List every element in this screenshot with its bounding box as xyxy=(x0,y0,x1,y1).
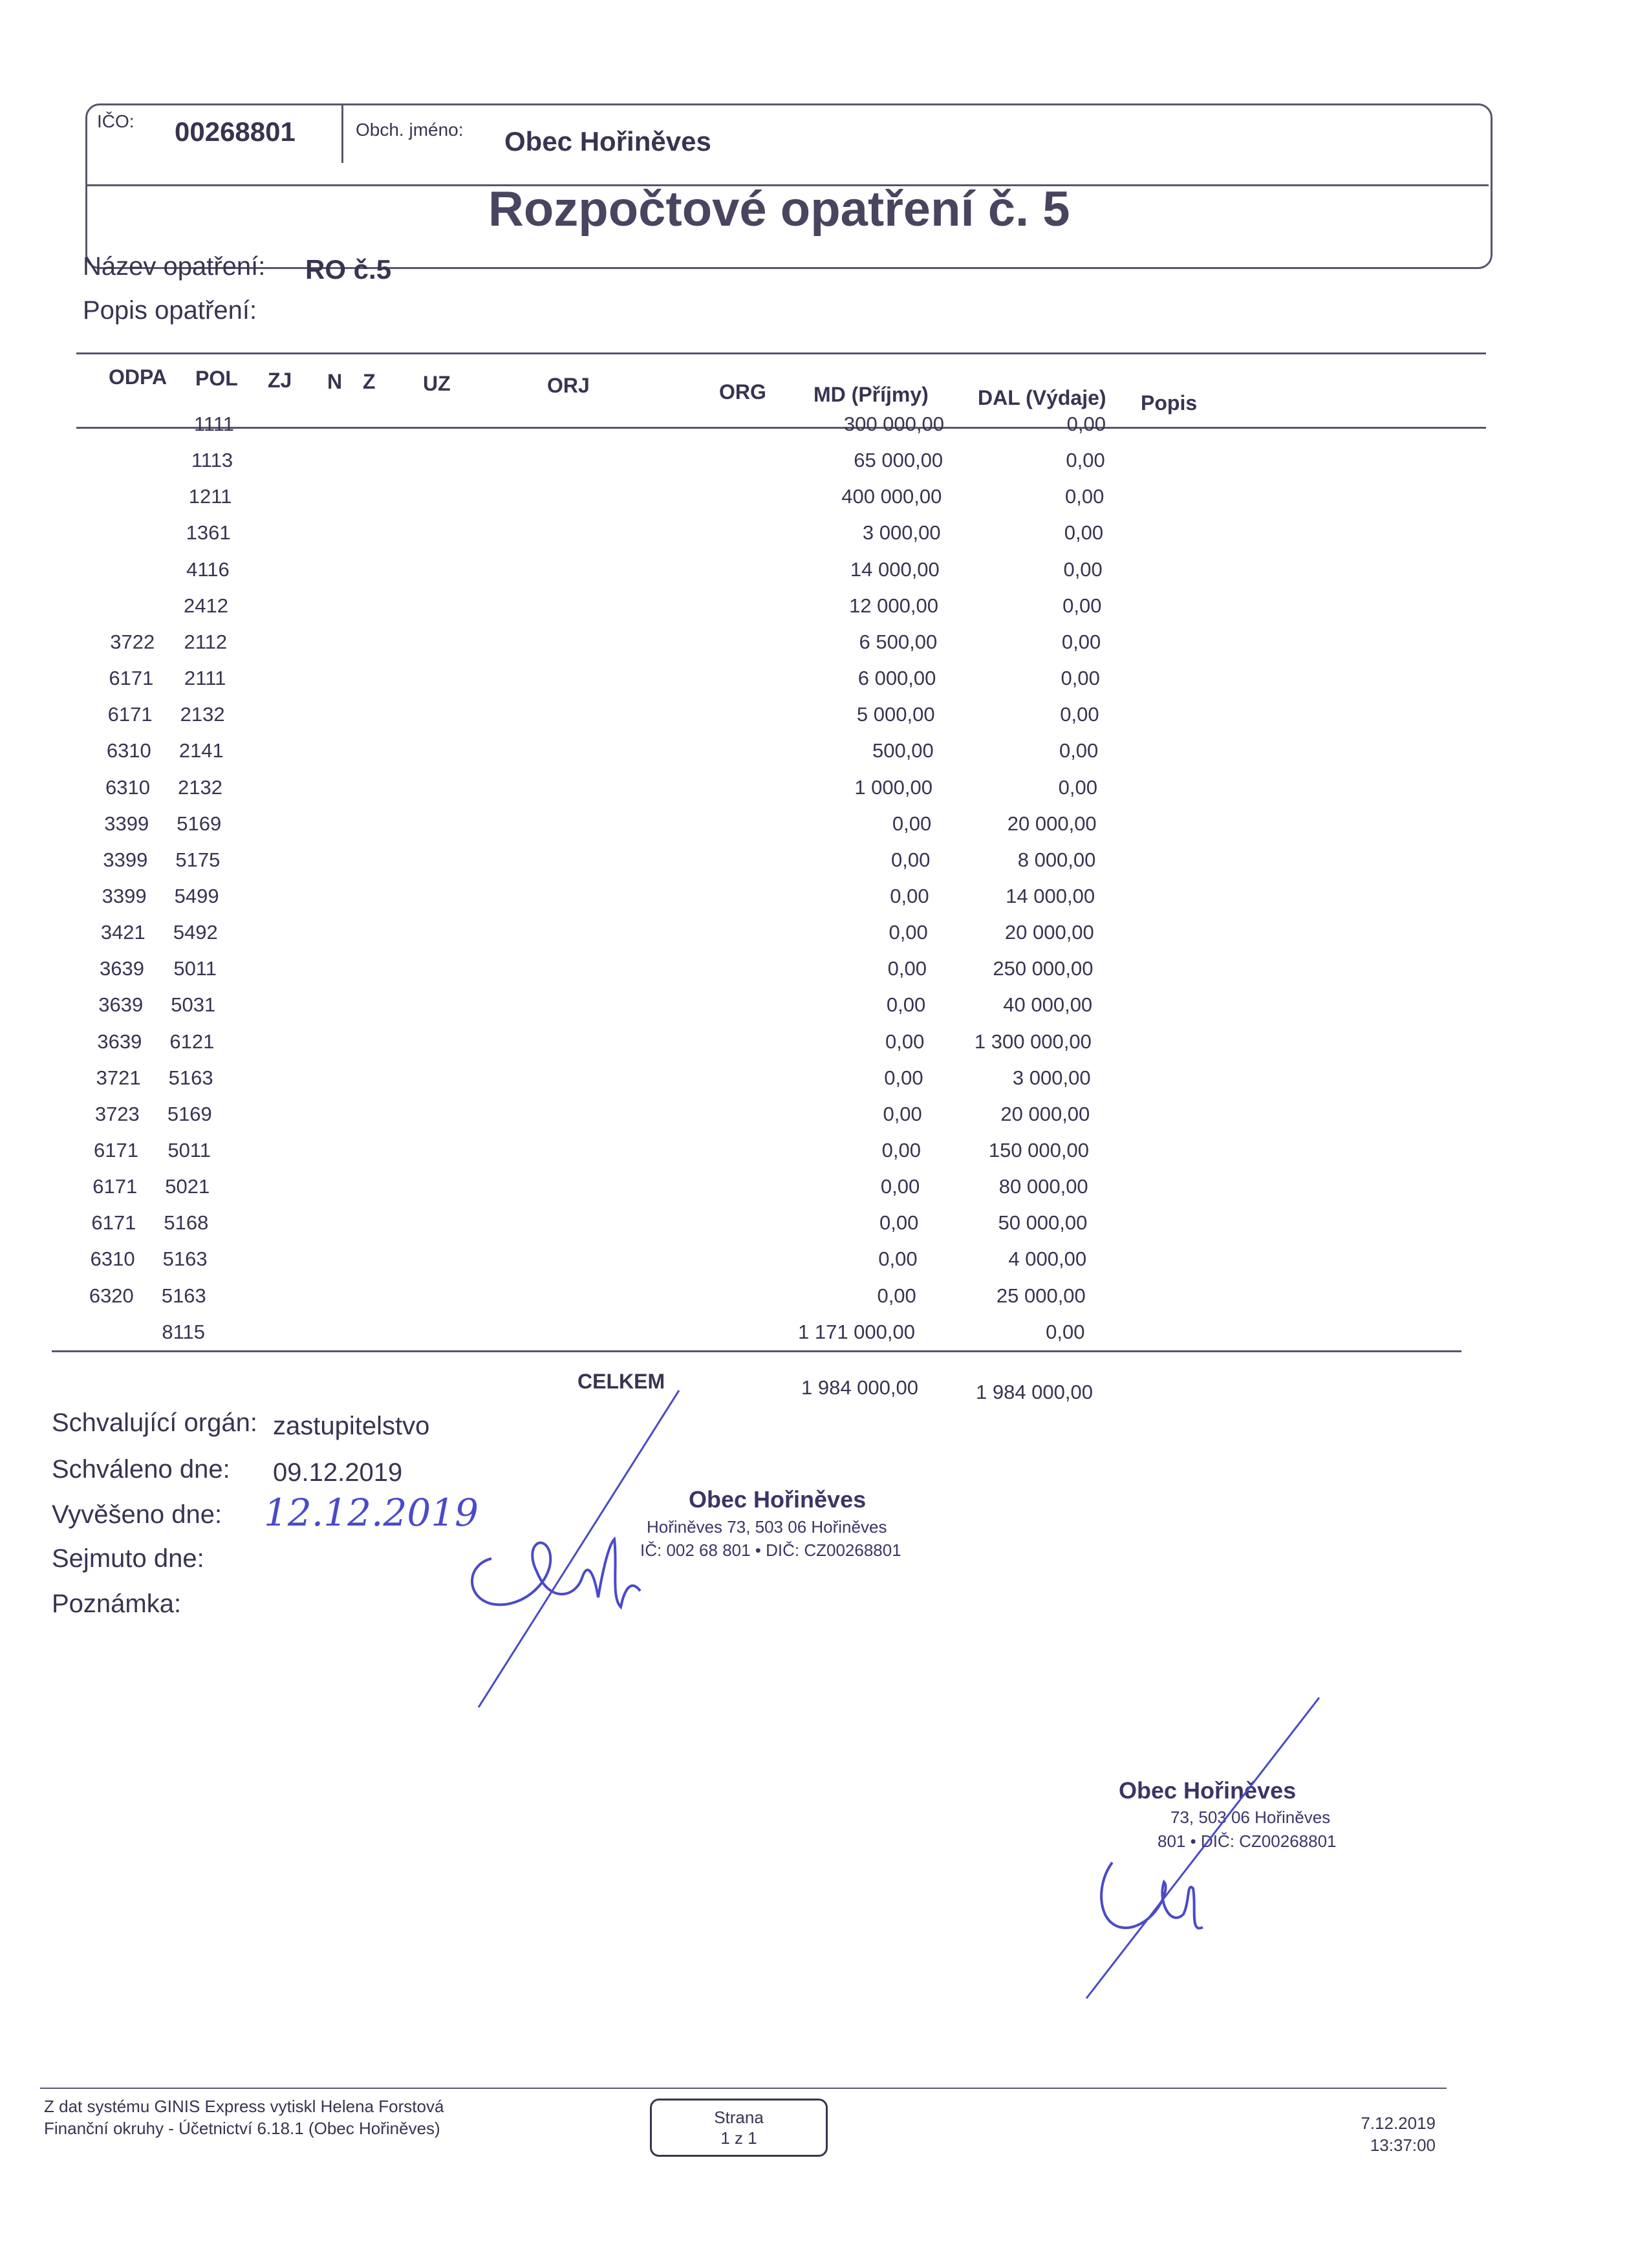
col-odpa: ODPA xyxy=(109,365,167,389)
row-md: 6 500,00 xyxy=(859,630,938,653)
row-md: 0,00 xyxy=(891,848,931,871)
row-dal: 20 000,00 xyxy=(1000,1102,1090,1125)
row-md: 300 000,00 xyxy=(843,413,944,435)
footer-date: 7.12.2019 xyxy=(1361,2113,1436,2133)
row-dal: 0,00 xyxy=(1066,413,1106,435)
page-number-box xyxy=(650,2099,828,2157)
row-md: 0,00 xyxy=(883,1102,922,1125)
row-odpa: 3639 xyxy=(97,1030,142,1053)
row-pol: 1111 xyxy=(193,413,234,435)
row-md: 0,00 xyxy=(881,1139,921,1161)
row-md: 3 000,00 xyxy=(862,521,941,545)
row-md: 400 000,00 xyxy=(841,485,942,508)
row-pol: 2111 xyxy=(184,667,226,690)
row-dal: 0,00 xyxy=(1061,667,1100,690)
row-odpa: 6310 xyxy=(90,1247,135,1271)
row-odpa: 3399 xyxy=(103,848,148,871)
note-label: Poznámka: xyxy=(52,1590,182,1618)
row-md: 0,00 xyxy=(892,812,932,835)
row-pol: 5163 xyxy=(162,1247,208,1271)
row-dal: 150 000,00 xyxy=(988,1139,1089,1161)
name-label: Obch. jméno: xyxy=(356,120,464,140)
row-pol: 5175 xyxy=(175,848,221,871)
row-dal: 25 000,00 xyxy=(996,1284,1086,1307)
header-column-divider xyxy=(341,103,343,163)
col-zj: ZJ xyxy=(268,369,292,392)
footer-line1: Z dat systému GINIS Express vytiskl Helena Forstová xyxy=(44,2097,444,2116)
row-odpa: 6171 xyxy=(92,1175,138,1198)
row-dal: 0,00 xyxy=(1063,557,1103,581)
table-bottom-rule xyxy=(52,1350,1461,1352)
row-odpa: 6320 xyxy=(89,1284,134,1307)
page-label: Strana xyxy=(714,2108,764,2127)
row-md: 12 000,00 xyxy=(849,594,938,617)
row-md: 0,00 xyxy=(889,921,928,944)
approved-value: 09.12.2019 xyxy=(273,1458,403,1487)
page-value: 1 z 1 xyxy=(720,2128,757,2148)
col-org: ORG xyxy=(719,380,766,404)
row-dal: 1 300 000,00 xyxy=(974,1030,1092,1053)
row-pol: 4116 xyxy=(186,557,230,581)
page-title: Rozpočtové opatření č. 5 xyxy=(488,182,1070,237)
row-odpa: 3722 xyxy=(110,630,155,653)
row-odpa: 3639 xyxy=(98,993,144,1017)
row-dal: 40 000,00 xyxy=(1003,993,1093,1017)
row-odpa: 3723 xyxy=(94,1102,140,1125)
nazev-value: RO č.5 xyxy=(305,254,392,285)
row-odpa: 3399 xyxy=(104,812,149,835)
footer-line2: Finanční okruhy - Účetnictví 6.18.1 (Obec Hořiněves) xyxy=(44,2119,440,2138)
row-pol: 1361 xyxy=(186,521,231,545)
row-pol: 5499 xyxy=(174,884,219,907)
col-z: Z xyxy=(363,370,376,393)
row-pol: 2412 xyxy=(184,594,228,617)
row-md: 0,00 xyxy=(886,993,926,1017)
signature-1 xyxy=(453,1384,711,1720)
row-md: 0,00 xyxy=(884,1066,923,1089)
total-dal: 1 984 000,00 xyxy=(975,1381,1093,1403)
row-dal: 8 000,00 xyxy=(1017,848,1096,871)
row-odpa: 6310 xyxy=(106,739,151,762)
row-pol: 5169 xyxy=(167,1102,212,1125)
row-pol: 5492 xyxy=(173,921,218,944)
row-dal: 80 000,00 xyxy=(998,1175,1088,1198)
stamp1-address: Hořiněves 73, 503 06 Hořiněves xyxy=(647,1517,887,1537)
table-top-rule xyxy=(76,352,1486,354)
row-dal: 0,00 xyxy=(1060,703,1099,726)
organ-label: Schvalující orgán: xyxy=(52,1409,257,1437)
row-pol: 1211 xyxy=(188,485,232,508)
row-md: 0,00 xyxy=(877,1284,916,1307)
row-dal: 0,00 xyxy=(1059,739,1099,762)
row-pol: 5169 xyxy=(177,812,222,835)
row-odpa: 6171 xyxy=(107,703,153,726)
approved-label: Schváleno dne: xyxy=(52,1455,230,1484)
row-pol: 6121 xyxy=(169,1030,215,1053)
row-dal: 0,00 xyxy=(1061,630,1101,653)
col-dal: DAL (Výdaje) xyxy=(978,386,1106,409)
nazev-label: Název opatření: xyxy=(83,252,266,281)
col-md: MD (Příjmy) xyxy=(814,383,929,406)
row-pol: 2132 xyxy=(180,703,225,726)
row-dal: 0,00 xyxy=(1058,775,1097,799)
row-odpa: 3639 xyxy=(100,957,144,980)
stamp2-address: 73, 503 06 Hořiněves xyxy=(1170,1808,1331,1827)
row-pol: 2112 xyxy=(184,630,228,653)
row-md: 0,00 xyxy=(878,1247,918,1271)
row-odpa: 6171 xyxy=(94,1139,138,1161)
row-pol: 5011 xyxy=(167,1139,211,1161)
row-md: 0,00 xyxy=(879,1211,919,1235)
row-md: 0,00 xyxy=(890,884,929,907)
posted-value-handwritten: 12.12.2019 xyxy=(264,1491,479,1535)
row-pol: 5021 xyxy=(165,1175,210,1198)
stamp1-title: Obec Hořiněves xyxy=(689,1486,867,1513)
footer-rule xyxy=(40,2088,1447,2089)
stamp1-ids: IČ: 002 68 801 • DIČ: CZ00268801 xyxy=(640,1540,901,1560)
row-md: 65 000,00 xyxy=(854,449,943,472)
stamp2-title: Obec Hořiněves xyxy=(1119,1777,1297,1804)
row-dal: 20 000,00 xyxy=(1004,921,1094,944)
row-pol: 5163 xyxy=(161,1284,206,1307)
row-odpa: 6171 xyxy=(91,1211,136,1235)
row-dal: 0,00 xyxy=(1046,1320,1085,1343)
row-md: 1 000,00 xyxy=(854,775,932,799)
row-pol: 5011 xyxy=(173,957,217,980)
row-md: 0,00 xyxy=(887,957,927,980)
row-dal: 3 000,00 xyxy=(1012,1066,1091,1089)
row-pol: 5031 xyxy=(171,993,216,1017)
row-dal: 250 000,00 xyxy=(993,957,1094,980)
row-dal: 50 000,00 xyxy=(998,1211,1088,1235)
row-odpa: 3399 xyxy=(102,884,147,907)
row-dal: 0,00 xyxy=(1066,449,1105,472)
stamp2-ids: 801 • DIČ: CZ00268801 xyxy=(1158,1831,1337,1851)
removed-label: Sejmuto dne: xyxy=(52,1544,204,1573)
row-md: 14 000,00 xyxy=(850,557,940,581)
col-n: N xyxy=(327,370,343,393)
col-popis: Popis xyxy=(1141,391,1198,415)
ico-label: IČO: xyxy=(97,111,135,131)
row-dal: 0,00 xyxy=(1064,521,1104,545)
ico-value: 00268801 xyxy=(175,116,296,147)
total-md: 1 984 000,00 xyxy=(801,1376,918,1399)
col-uz: UZ xyxy=(423,372,451,395)
row-pol: 2132 xyxy=(178,775,222,799)
row-md: 6 000,00 xyxy=(857,667,936,690)
row-md: 0,00 xyxy=(880,1175,920,1198)
popis-label: Popis opatření: xyxy=(83,296,257,325)
row-dal: 14 000,00 xyxy=(1006,884,1095,907)
row-dal: 0,00 xyxy=(1065,485,1105,508)
total-label: CELKEM xyxy=(577,1370,665,1393)
organ-value: zastupitelstvo xyxy=(273,1412,430,1440)
row-md: 5 000,00 xyxy=(856,703,935,726)
row-pol: 5168 xyxy=(164,1211,209,1235)
row-odpa: 3421 xyxy=(100,921,146,944)
row-dal: 0,00 xyxy=(1062,594,1102,617)
row-pol: 5163 xyxy=(168,1066,213,1089)
col-pol: POL xyxy=(195,367,238,390)
row-dal: 20 000,00 xyxy=(1007,812,1097,835)
col-orj: ORJ xyxy=(547,374,590,397)
row-pol: 1113 xyxy=(191,449,233,472)
row-pol: 2141 xyxy=(178,739,224,762)
row-odpa: 6310 xyxy=(105,775,150,799)
posted-label: Vyvěšeno dne: xyxy=(52,1500,222,1529)
row-md: 0,00 xyxy=(885,1030,925,1053)
row-odpa: 3721 xyxy=(96,1066,141,1089)
row-md: 1 171 000,00 xyxy=(797,1320,915,1343)
row-dal: 4 000,00 xyxy=(1008,1247,1087,1271)
row-pol: 8115 xyxy=(162,1320,205,1343)
footer-time: 13:37:00 xyxy=(1370,2135,1436,2155)
name-value: Obec Hořiněves xyxy=(504,126,711,157)
signature-2 xyxy=(1073,1694,1345,2005)
row-md: 500,00 xyxy=(872,739,934,762)
row-odpa: 6171 xyxy=(109,667,154,690)
